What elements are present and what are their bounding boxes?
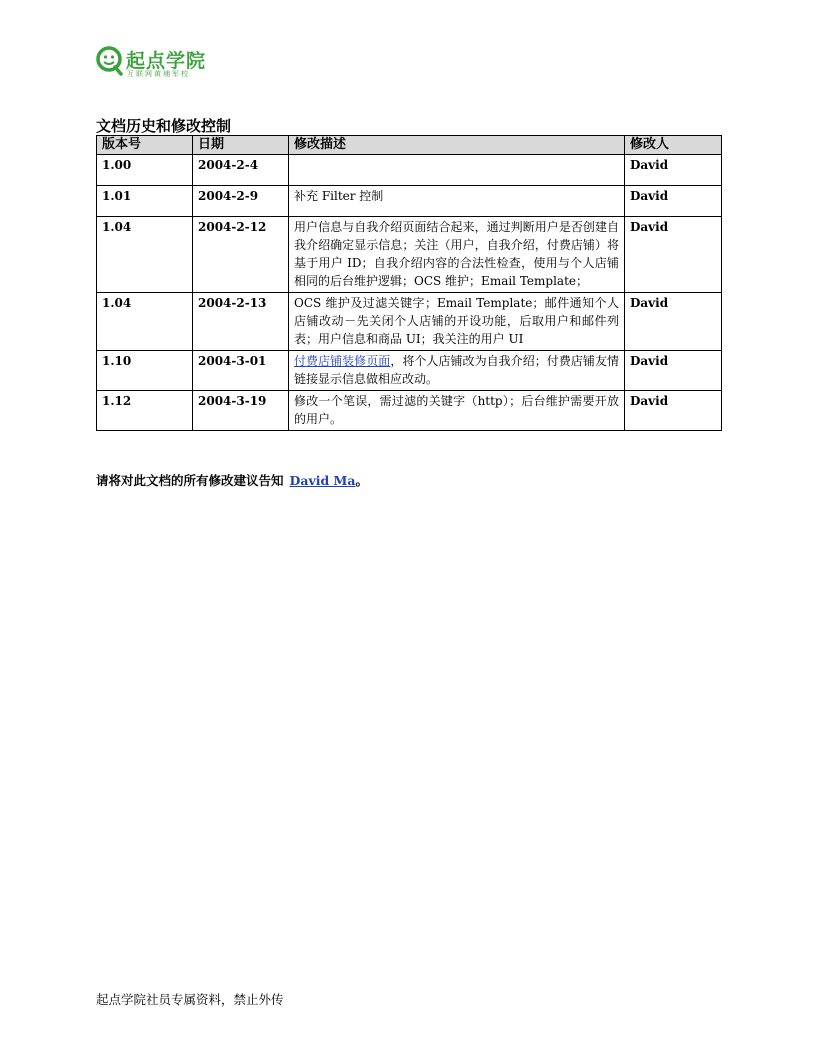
table-row [97, 293, 722, 351]
cell-date: 2004-3-19 [193, 391, 289, 431]
contact-link[interactable]: David Ma [289, 473, 356, 488]
cell-author: David [625, 351, 722, 391]
cell-description: OCS 维护及过滤关键字；Email Template；邮件通知个人店铺改动－先关闭个人店铺的开设功能，后取用户和邮件列表；用户信息和商品 UI；我关注的用户 UI [289, 293, 625, 351]
cell-author: David [625, 391, 722, 431]
table-row [97, 391, 722, 431]
cell-author: David [625, 217, 722, 293]
cell-version: 1.12 [97, 391, 193, 431]
cell-description: 补充 Filter 控制 [289, 186, 625, 217]
header-date: 日期 [193, 136, 289, 155]
revision-history-table [96, 135, 722, 431]
table-row [97, 217, 722, 293]
feedback-notice [96, 471, 368, 489]
header-version: 版本号 [97, 136, 193, 155]
cell-description [289, 351, 625, 391]
logo-slogan: 互联网黄埔军校 [127, 70, 190, 78]
cell-author: David [625, 155, 722, 186]
table-row [97, 186, 722, 217]
description-text: ，将个人店铺改为自我介绍；付费店铺友情链接显示信息做相应改动。 [294, 354, 619, 386]
logo-text: 起点学院 [126, 50, 207, 72]
cell-version: 1.04 [97, 217, 193, 293]
table-row [97, 155, 722, 186]
cell-description [289, 155, 625, 186]
cell-description: 修改一个笔误，需过滤的关键字（http）；后台维护需要开放的用户。 [289, 391, 625, 431]
table-row [97, 351, 722, 391]
cell-description: 用户信息与自我介绍页面结合起来，通过判断用户是否创建自我介绍确定显示信息；关注（用户，自我介绍，付费店铺）将基于用户 ID；自我介绍内容的合法性检查，使用与个人店铺相同的后台维护逻辑；OCS 维护；Email Template； [289, 217, 625, 293]
cell-date: 2004-2-12 [193, 217, 289, 293]
notice-suffix: 。 [355, 473, 369, 488]
section-title: 文档历史和修改控制 [96, 117, 232, 135]
footer-text: 起点学院社员专属资料，禁止外传 [96, 992, 284, 1007]
cell-version: 1.00 [97, 155, 193, 186]
cell-version: 1.01 [97, 186, 193, 217]
cell-author: David [625, 186, 722, 217]
cell-date: 2004-2-4 [193, 155, 289, 186]
cell-date: 2004-3-01 [193, 351, 289, 391]
logo [96, 46, 236, 80]
cell-version: 1.04 [97, 293, 193, 351]
cell-author: David [625, 293, 722, 351]
logo-mascot-icon [96, 46, 124, 76]
table-header-row [97, 136, 722, 155]
cell-date: 2004-2-13 [193, 293, 289, 351]
storefront-page-link[interactable]: 付费店铺装修页面 [294, 354, 391, 368]
notice-text: 请将对此文档的所有修改建议告知 [96, 473, 284, 488]
cell-version: 1.10 [97, 351, 193, 391]
cell-date: 2004-2-9 [193, 186, 289, 217]
header-description: 修改描述 [289, 136, 625, 155]
header-author: 修改人 [625, 136, 722, 155]
